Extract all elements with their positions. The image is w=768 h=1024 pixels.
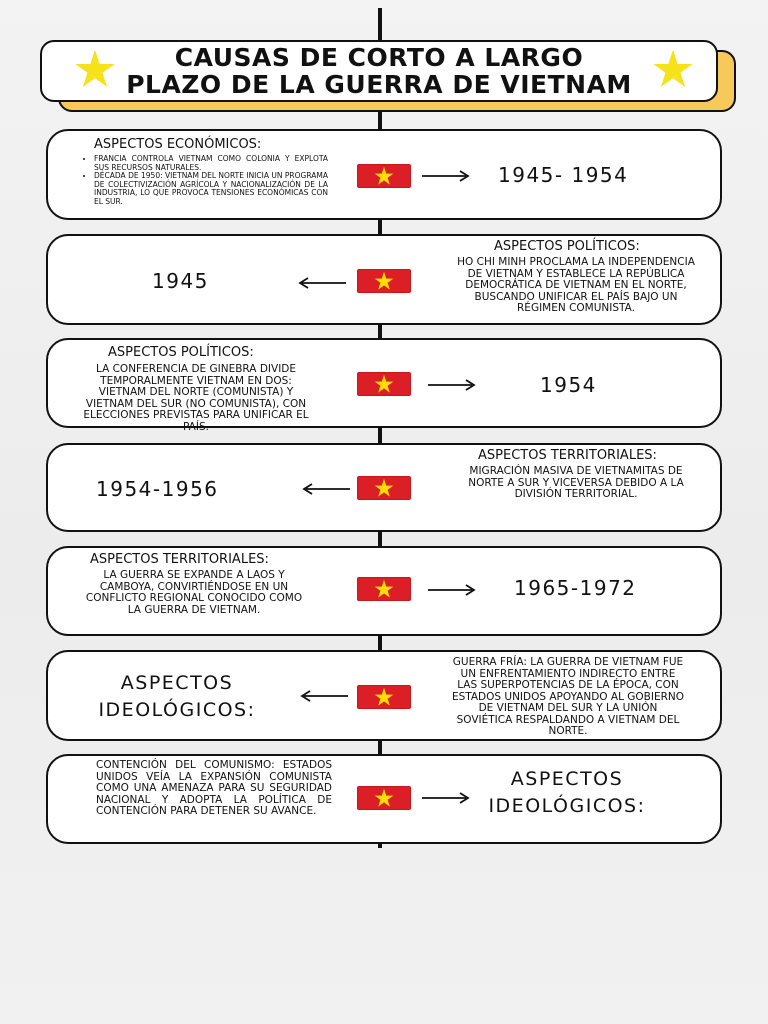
card-label: [474, 766, 660, 820]
vietnam-flag-icon: [357, 786, 411, 810]
event-date: 1945- 1954: [498, 163, 629, 187]
label-line-2: IDEOLÓGICOS:: [98, 699, 256, 721]
vietnam-flag-icon: [357, 164, 411, 188]
card-label: [70, 670, 284, 724]
vietnam-flag-icon: [357, 577, 411, 601]
arrow-left-icon: [302, 483, 350, 495]
label-line-1: ASPECTOS: [510, 768, 624, 790]
card-heading: ASPECTOS TERRITORIALES:: [478, 448, 657, 463]
event-date: 1954-1956: [96, 477, 219, 501]
card-text: MIGRACIÓN MASIVA DE VIETNAMITAS DE NORTE A SUR Y VICEVERSA DEBIDO A LA DIVISIÓN TERRITORIAL.: [468, 465, 684, 500]
star-icon: [74, 48, 116, 90]
vietnam-flag-icon: [357, 372, 411, 396]
label-line-2: IDEOLÓGICOS:: [488, 795, 646, 817]
arrow-right-icon: [428, 584, 476, 596]
card-text: HO CHI MINH PROCLAMA LA INDEPENDENCIA DE VIETNAM Y ESTABLECE LA REPÚBLICA DEMOCRÁTICA DE VIETNAM EN EL NORTE, BUSCANDO UNIFICAR EL PAÍS BAJO UN RÉGIMEN COMUNISTA.: [457, 256, 695, 314]
title-line-1: CAUSAS DE CORTO A LARGO: [174, 43, 584, 72]
star-icon: [652, 48, 694, 90]
card-text: LA CONFERENCIA DE GINEBRA DIVIDE TEMPORALMENTE VIETNAM EN DOS: VIETNAM DEL NORTE (COMUNISTA) Y VIETNAM DEL SUR (NO COMUNISTA), CON ELECCIONES PREVISTAS PARA UNIFICAR EL PAÍS.: [83, 363, 309, 433]
vietnam-flag-icon: [357, 269, 411, 293]
arrow-left-icon: [298, 277, 346, 289]
card-text: GUERRA FRÍA: LA GUERRA DE VIETNAM FUE UN ENFRENTAMIENTO INDIRECTO ENTRE LAS SUPERPOTENCIAS DE LA ÉPOCA, CON ESTADOS UNIDOS APOYANDO AL GOBIERNO DE VIETNAM DEL SUR Y LA UNIÓN SOVIÉTICA RESPALDANDO A VIETNAM DEL NORTE.: [451, 656, 685, 737]
bullet-item: • FRANCIA CONTROLA VIETNAM COMO COLONIA Y EXPLOTA SUS RECURSOS NATURALES.: [94, 155, 328, 172]
vietnam-flag-icon: [357, 685, 411, 709]
arrow-right-icon: [422, 170, 470, 182]
title-line-2: PLAZO DE LA GUERRA DE VIETNAM: [126, 70, 632, 99]
bullet-item: • DÉCADA DE 1950: VIETNAM DEL NORTE INICIA UN PROGRAMA DE COLECTIVIZACIÓN AGRÍCOLA Y NACIONALIZACIÓN DE LA INDUSTRIA, LO QUE PROVOCA TENSIONES ECONÓMICAS CON EL SUR.: [94, 172, 328, 206]
label-line-1: ASPECTOS: [120, 672, 234, 694]
card-heading: ASPECTOS TERRITORIALES:: [90, 552, 269, 567]
arrow-right-icon: [422, 792, 470, 804]
page-title: [112, 44, 646, 98]
vietnam-flag-icon: [357, 476, 411, 500]
arrow-right-icon: [428, 379, 476, 391]
arrow-left-icon: [300, 690, 348, 702]
card-text: LA GUERRA SE EXPANDE A LAOS Y CAMBOYA, CONVIRTIÉNDOSE EN UN CONFLICTO REGIONAL CONOCIDO COMO LA GUERRA DE VIETNAM.: [85, 569, 303, 616]
card-text: CONTENCIÓN DEL COMUNISMO: ESTADOS UNIDOS VEÍA LA EXPANSIÓN COMUNISTA COMO UNA AMENAZA PARA SU SEGURIDAD NACIONAL Y ADOPTA LA POLÍTICA DE CONTENCIÓN PARA DETENER SU AVANCE.: [96, 759, 332, 817]
card-heading: ASPECTOS POLÍTICOS:: [494, 239, 640, 254]
event-date: 1954: [540, 373, 597, 397]
card-text: [82, 155, 328, 206]
event-date: 1945: [152, 269, 209, 293]
event-date: 1965-1972: [514, 576, 637, 600]
card-heading: ASPECTOS POLÍTICOS:: [108, 345, 254, 360]
card-heading: ASPECTOS ECONÓMICOS:: [94, 137, 262, 152]
title-banner: [40, 40, 718, 102]
